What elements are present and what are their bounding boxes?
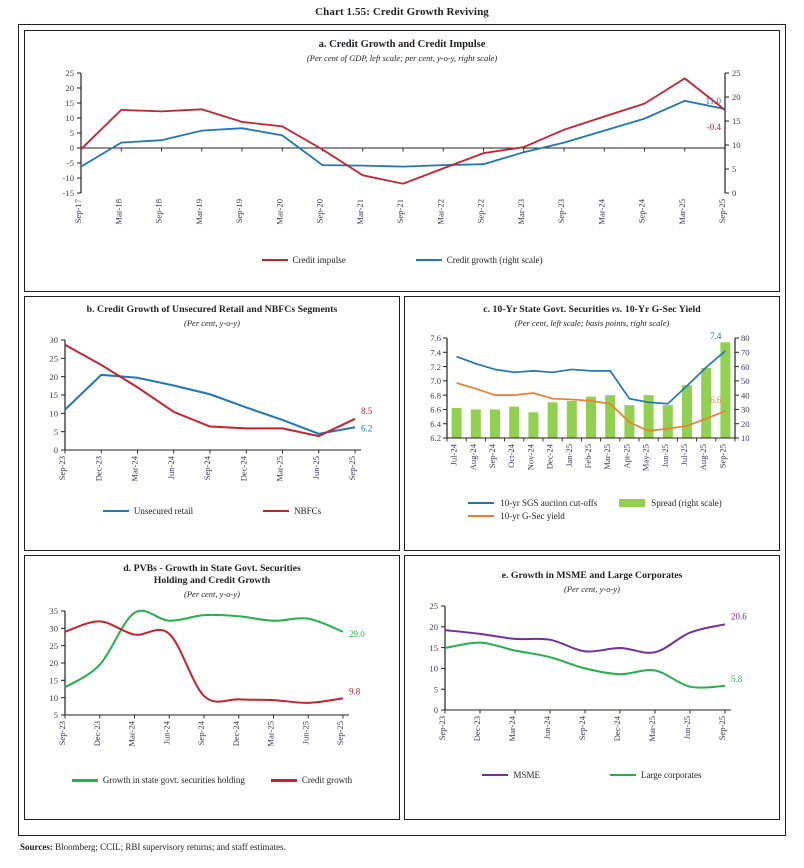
svg-text:Sep-25: Sep-25 [717,716,727,741]
legend-swatch-line [262,259,288,261]
svg-text:Mar-25: Mar-25 [274,456,285,482]
legend-swatch-line [72,779,98,781]
panel-d-title-line2: Holding and Credit Growth [153,575,271,587]
panel-a-title: a. Credit Growth and Credit Impulse [318,39,486,50]
legend-item-large-corporates [610,770,702,780]
svg-text:35: 35 [49,606,58,617]
panel-d-subtitle: (Per cent, y-o-y) [184,589,240,600]
panel-a-legend [25,255,779,265]
svg-text:10: 10 [65,113,74,124]
legend-swatch-line [482,774,508,776]
svg-text:0: 0 [732,188,737,199]
svg-text:Jun-24: Jun-24 [161,721,172,745]
svg-text:Apr-25: Apr-25 [621,444,632,469]
svg-text:Jun-25: Jun-25 [682,716,692,740]
svg-text:Mar-23: Mar-23 [515,199,526,225]
svg-text:5.8: 5.8 [731,674,743,685]
svg-text:0: 0 [53,445,58,456]
svg-text:Mar-24: Mar-24 [596,199,607,225]
svg-text:6.2: 6.2 [361,423,373,434]
svg-text:20: 20 [65,83,74,94]
svg-text:Dec-24: Dec-24 [238,456,249,482]
svg-text:7.2: 7.2 [430,362,441,373]
svg-text:5: 5 [732,164,737,175]
svg-text:Sep-23: Sep-23 [57,456,67,481]
svg-text:0: 0 [69,143,74,154]
svg-text:0: 0 [433,705,438,716]
svg-text:Dec-24: Dec-24 [544,444,555,470]
svg-text:11.0: 11.0 [705,96,721,107]
panel-a-subtitle: (Per cent of GDP, left scale; per cent, y-o-y, right scale) [306,53,498,64]
svg-text:Feb-25: Feb-25 [583,444,593,469]
svg-text:Nov-24: Nov-24 [525,444,536,471]
svg-text:5: 5 [433,684,438,695]
svg-text:20.6: 20.6 [731,611,747,622]
legend-spacer [619,511,721,521]
svg-text:Dec-23: Dec-23 [472,716,482,742]
svg-text:-10: -10 [62,173,74,184]
panel-row-3 [24,555,780,820]
legend-swatch-line [103,510,129,512]
svg-text:Jun-25: Jun-25 [300,721,311,745]
panel-e-plot [405,594,779,770]
svg-text:Sep-22: Sep-22 [475,199,486,224]
legend-label: 10-yr SGS auction cut-offs [500,498,598,509]
svg-text:Dec-24: Dec-24 [612,716,622,742]
panel-d-title-line1: d. PVBs - Growth in State Govt. Securities [123,563,301,574]
legend-swatch-line [610,774,636,776]
svg-text:25: 25 [65,68,74,79]
legend-label: NBFCs [294,506,322,517]
svg-text:Sep-24: Sep-24 [196,721,206,746]
legend-item-msme [482,770,540,780]
panel-c-subtitle: (Per cent, left scale; basis points, right scale) [514,318,670,329]
svg-text:6.6: 6.6 [430,404,441,415]
svg-text:Mar-24: Mar-24 [129,456,140,482]
panel-a-plot [25,63,779,253]
legend-item-sgs-holding-growth [72,775,245,785]
legend-swatch-box [619,499,645,507]
panel-d-pvbs-sgs-holding-credit-growth [24,555,400,820]
svg-text:Mar-20: Mar-20 [274,199,285,225]
svg-text:50: 50 [741,376,750,387]
svg-text:Jun-24: Jun-24 [542,716,552,740]
svg-text:9.8: 9.8 [349,686,361,697]
legend-swatch-line [468,502,494,504]
legend-label: Credit growth (right scale) [446,255,543,266]
svg-text:Jan-25: Jan-25 [563,444,574,468]
svg-text:Sep-25: Sep-25 [717,199,727,224]
svg-text:Aug-25: Aug-25 [698,444,709,471]
legend-label: Unsecured retail [133,506,194,517]
legend-item-spread [619,498,721,508]
svg-text:Sep-18: Sep-18 [153,199,164,224]
svg-text:5: 5 [69,128,74,139]
page-title: Chart 1.55: Credit Growth Reviving [315,6,489,18]
svg-text:10: 10 [732,140,741,151]
svg-text:Aug-24: Aug-24 [467,444,478,471]
svg-text:30: 30 [49,624,58,635]
svg-text:7.0: 7.0 [430,376,441,387]
legend-swatch-line [271,779,297,781]
svg-text:15: 15 [49,390,58,401]
panel-e-legend [405,770,779,780]
svg-text:40: 40 [741,390,750,401]
svg-text:Sep-23: Sep-23 [437,716,447,741]
svg-text:6.4: 6.4 [430,419,441,430]
legend-swatch-line [468,515,494,517]
svg-text:7.4: 7.4 [430,347,441,358]
legend-item-gsec-yield [468,511,597,521]
svg-text:Sep-23: Sep-23 [57,721,67,746]
panel-c-title-pre: c. 10-Yr State Govt. Securities [483,304,612,315]
svg-text:Mar-25: Mar-25 [265,721,276,748]
chart-outer-frame [18,24,786,836]
panel-c-legend [405,498,779,521]
legend-label: 10-yr G-Sec yield [500,511,565,522]
svg-text:15: 15 [65,98,74,109]
svg-text:Sep-19: Sep-19 [234,199,244,224]
svg-text:70: 70 [741,347,750,358]
svg-text:30: 30 [741,404,750,415]
svg-text:Mar-22: Mar-22 [435,199,446,225]
legend-swatch-line [416,259,442,261]
svg-text:Jun-25: Jun-25 [310,456,321,480]
svg-text:Jun-24: Jun-24 [165,456,176,480]
svg-text:25: 25 [429,601,438,612]
panel-c-title-vs: vs. [611,304,623,315]
legend-label: Large corporates [640,770,702,781]
svg-text:Sep-24: Sep-24 [487,444,497,469]
svg-text:Sep-25: Sep-25 [347,456,357,481]
svg-text:Jun-25: Jun-25 [659,444,670,468]
svg-text:7.4: 7.4 [710,331,722,342]
svg-text:10: 10 [49,408,58,419]
svg-text:Oct-24: Oct-24 [506,444,517,469]
svg-text:10: 10 [741,433,750,444]
panel-c-sgs-vs-gsec-yield [404,296,780,551]
panel-b-title: b. Credit Growth of Unsecured Retail and NBFCs Segments [86,304,338,315]
panel-d-title [25,563,399,587]
legend-item-unsecured-retail [103,506,193,516]
svg-text:6.8: 6.8 [430,390,441,401]
svg-text:15: 15 [732,116,741,127]
svg-text:Mar-21: Mar-21 [354,199,365,225]
panel-a-credit-growth-and-credit-impulse [24,30,780,292]
panel-c-plot [405,328,779,498]
svg-text:5: 5 [53,710,58,721]
sources-note [20,842,286,852]
panel-e-title: e. Growth in MSME and Large Corporates [501,570,683,581]
svg-text:Mar-25: Mar-25 [647,716,657,742]
legend-item-credit-growth [271,775,352,785]
svg-text:30: 30 [49,335,58,346]
svg-text:25: 25 [732,68,741,79]
legend-label: Spread (right scale) [651,498,722,509]
svg-text:Sep-21: Sep-21 [395,199,405,224]
svg-text:Jul-24: Jul-24 [448,444,459,466]
svg-text:Sep-24: Sep-24 [577,716,587,741]
panel-e-msme-large-corporates [404,555,780,820]
svg-text:Sep-17: Sep-17 [73,199,83,224]
svg-text:60: 60 [741,362,750,373]
svg-text:29.0: 29.0 [349,629,365,640]
svg-text:Jul-25: Jul-25 [679,444,689,466]
svg-text:80: 80 [741,333,750,344]
svg-text:Sep-24: Sep-24 [202,456,212,481]
svg-text:-15: -15 [62,188,74,199]
legend-label: Credit growth [301,775,353,786]
svg-text:Dec-23: Dec-23 [91,721,102,747]
panel-b-plot [25,328,399,506]
svg-text:-5: -5 [66,158,74,169]
panel-d-plot [25,599,399,775]
svg-text:6.2: 6.2 [430,433,441,444]
svg-text:5: 5 [53,427,58,438]
legend-label: Growth in state govt. securities holding [102,775,245,786]
svg-text:Sep-25: Sep-25 [335,721,345,746]
sources-text: Bloomberg; CCIL; RBI supervisory returns; and staff estimates. [52,842,286,852]
legend-label: Credit impulse [292,255,346,266]
svg-text:20: 20 [732,92,741,103]
svg-text:Mar-18: Mar-18 [113,199,124,225]
svg-text:8.5: 8.5 [361,406,373,417]
panel-row-2 [24,296,780,551]
panel-c-title-post: 10-Yr G-Sec Yield [622,304,701,315]
legend-label: MSME [513,770,540,781]
panel-b-legend [25,506,399,516]
legend-item-sgs-auction-cutoffs [468,498,597,508]
svg-text:May-25: May-25 [640,444,651,472]
svg-text:20: 20 [741,419,750,430]
svg-text:Mar-25: Mar-25 [602,444,613,470]
svg-text:Sep-25: Sep-25 [717,444,728,469]
svg-text:10: 10 [429,663,438,674]
svg-text:15: 15 [49,676,58,687]
panel-c-title [405,304,779,316]
svg-text:20: 20 [49,372,58,383]
sources-label: Sources: [20,842,53,852]
legend-swatch-line [263,510,289,512]
svg-text:Sep-20: Sep-20 [314,199,325,224]
panel-b-unsecured-retail-nbfcs [24,296,400,551]
legend-item-nbfcs [263,506,321,516]
svg-text:25: 25 [49,641,58,652]
svg-text:Sep-24: Sep-24 [636,199,647,224]
legend-item-credit-impulse [262,255,346,265]
svg-text:10: 10 [49,693,58,704]
panel-e-subtitle: (Per cent, y-o-y) [564,584,620,595]
svg-text:20: 20 [429,622,438,633]
svg-text:Mar-19: Mar-19 [193,199,204,225]
svg-text:Mar-25: Mar-25 [676,199,687,225]
svg-text:Mar-24: Mar-24 [507,716,517,742]
svg-text:20: 20 [49,658,58,669]
svg-text:25: 25 [49,353,58,364]
svg-text:Mar-24: Mar-24 [126,721,137,748]
svg-text:7.6: 7.6 [430,333,441,344]
panel-b-subtitle: (Per cent, y-o-y) [184,318,240,329]
legend-item-credit-growth [416,255,543,265]
svg-text:Dec-23: Dec-23 [93,456,104,482]
svg-text:Sep-23: Sep-23 [556,199,566,224]
svg-text:-0.4: -0.4 [706,122,721,133]
panel-d-legend [25,775,399,785]
svg-text:6.6: 6.6 [710,395,722,406]
svg-text:Dec-24: Dec-24 [230,721,241,747]
svg-text:15: 15 [429,643,438,654]
